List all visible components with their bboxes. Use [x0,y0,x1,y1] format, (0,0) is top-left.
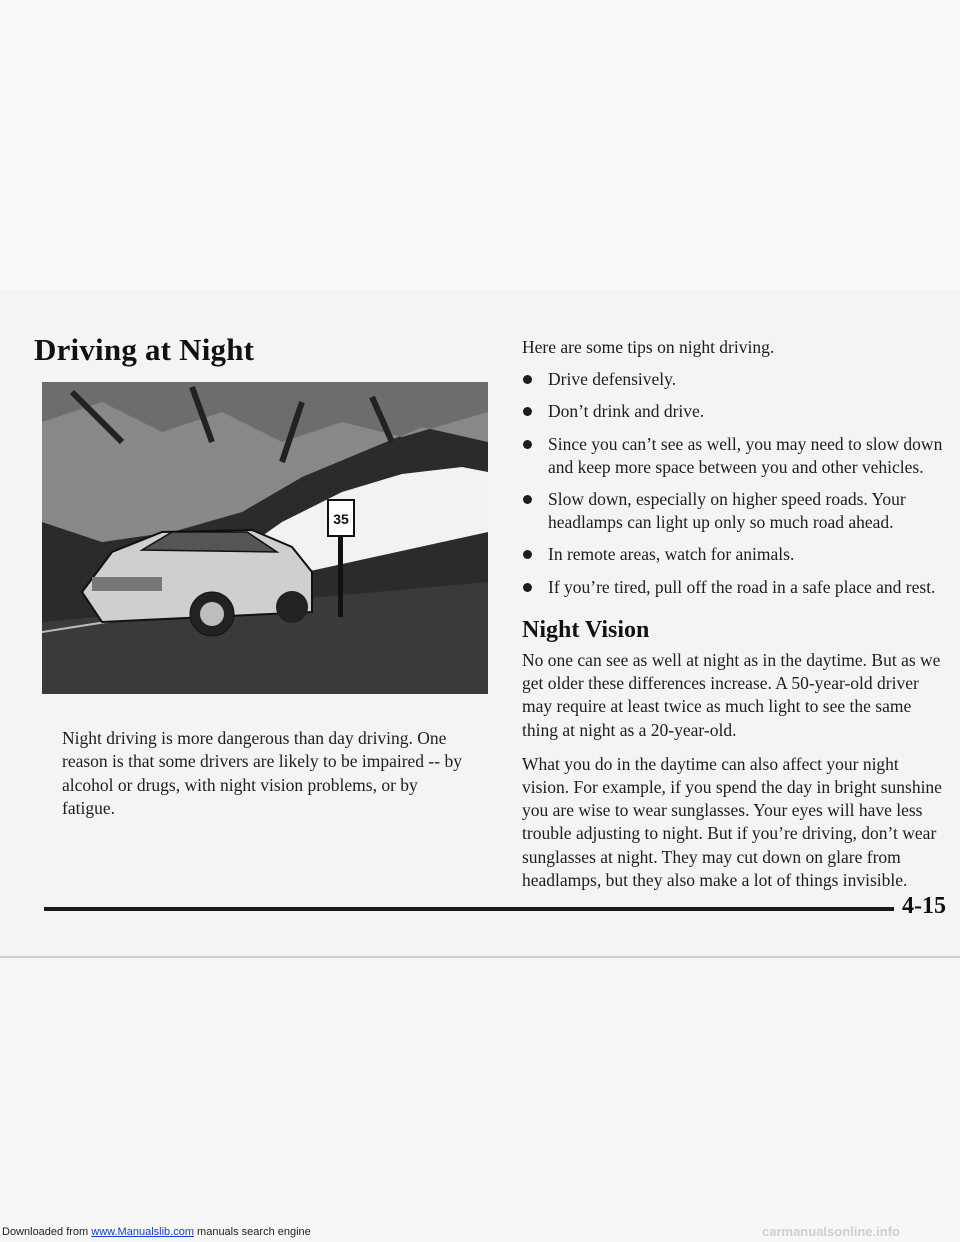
bullet-icon [523,440,532,449]
watermark: carmanualsonline.info [762,1224,900,1239]
bullet-icon [523,550,532,559]
list-item: If you’re tired, pull off the road in a safe place and rest. [522,576,947,599]
right-column [522,336,947,903]
manualslib-link[interactable]: www.Manualslib.com [91,1226,194,1238]
bullet-icon [523,375,532,384]
scan-edge-line [0,956,960,958]
night-vision-paragraph-1: No one can see as well at night as in the daytime. But as we get older these differences increase. A 50-year-old driver may require at least twice as much light to see the same thing at night as a 20-year-old. [522,650,941,740]
page-number: 4-15 [902,893,946,919]
list-item: In remote areas, watch for animals. [522,543,947,566]
page-bottom-margin [0,960,960,1242]
page-top-margin [0,0,960,290]
bullet-icon [523,495,532,504]
intro-paragraph: Night driving is more dangerous than day driving. One reason is that some drivers are likely to be impaired -- by alcohol or drugs, with night vision problems, or by fatigue. [62,728,462,818]
tips-intro: Here are some tips on night driving. [522,337,775,357]
night-vision-paragraph-2: What you do in the daytime can also affect your night vision. For example, if you spend the day in bright sunshine you are wise to wear sunglasses. Your eyes will have less trouble adjusting to night. But if you’re driving, don’t wear sunglasses at night. They may cut down on glare from headlamps, but they also make a lot of things invisible. [522,753,942,890]
page-footer-rule [44,907,894,911]
bullet-icon [523,407,532,416]
page-title: Driving at Night [34,332,255,367]
night-driving-car-illustration-icon [42,382,488,694]
list-item: Since you can’t see as well, you may need to slow down and keep more space between you and other vehicles. [522,433,947,479]
night-driving-illustration [42,382,488,694]
list-item: Don’t drink and drive. [522,400,947,423]
list-item: Drive defensively. [522,368,947,391]
section-heading: Night Vision [522,616,650,643]
list-item: Slow down, especially on higher speed roads. Your headlamps can light up only so much road ahead. [522,488,947,534]
bullet-icon [523,583,532,592]
speed-sign-label: 35 [333,511,349,527]
tips-list [522,368,947,599]
download-footer: Downloaded from www.Manualslib.com manuals search engine [2,1226,311,1238]
